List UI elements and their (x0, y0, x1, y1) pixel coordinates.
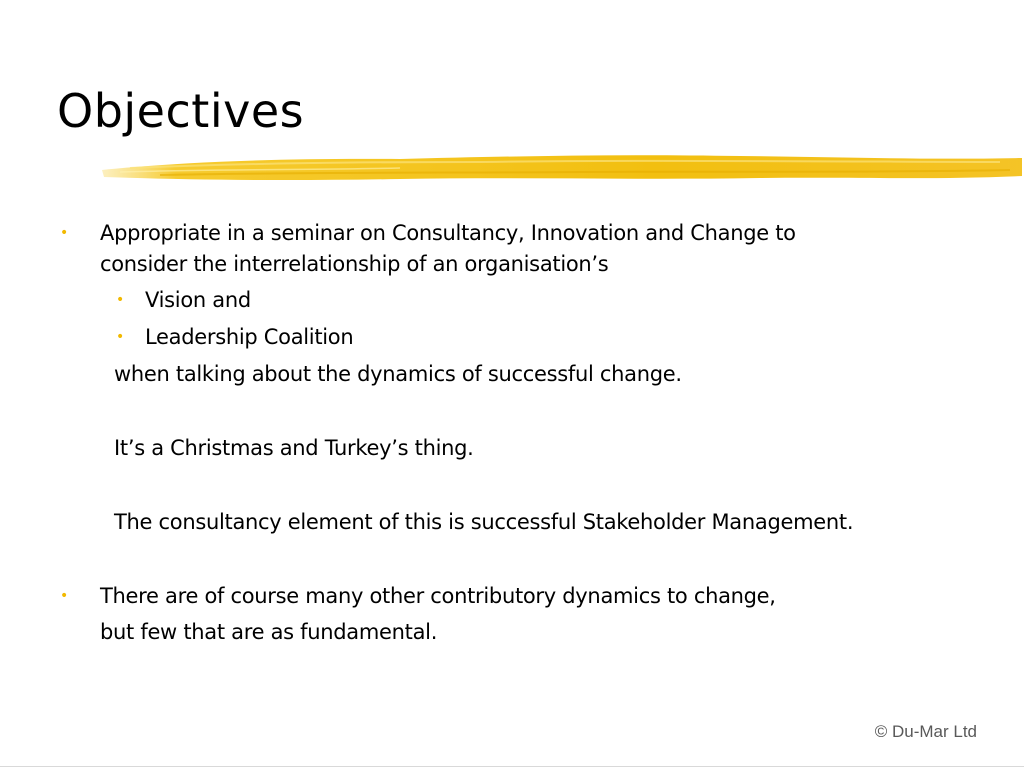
sub-bullet-marker: • (116, 329, 125, 345)
bullet1-line2: consider the interrelationship of an organisation’s (100, 252, 609, 276)
paragraph-christmas: It’s a Christmas and Turkey’s thing. (114, 436, 474, 460)
bullet-marker: • (60, 225, 69, 241)
brush-stroke-underline (100, 150, 1024, 186)
bullet1-line1: Appropriate in a seminar on Consultancy, Innovation and Change to (100, 221, 796, 245)
copyright-footer: © Du-Mar Ltd (874, 722, 977, 741)
slide-title: Objectives (57, 84, 305, 138)
paragraph-dynamics: when talking about the dynamics of successful change. (114, 362, 682, 386)
bullet2-line1: There are of course many other contributory dynamics to change, (100, 584, 776, 608)
paragraph-consultancy: The consultancy element of this is successful Stakeholder Management. (114, 510, 854, 534)
sub-item-vision: Vision and (145, 288, 251, 312)
bottom-divider (0, 766, 1024, 767)
sub-bullet-marker: • (116, 292, 125, 308)
bullet2-line2: but few that are as fundamental. (100, 620, 438, 644)
bullet-marker: • (60, 588, 69, 604)
sub-item-leadership: Leadership Coalition (145, 325, 354, 349)
